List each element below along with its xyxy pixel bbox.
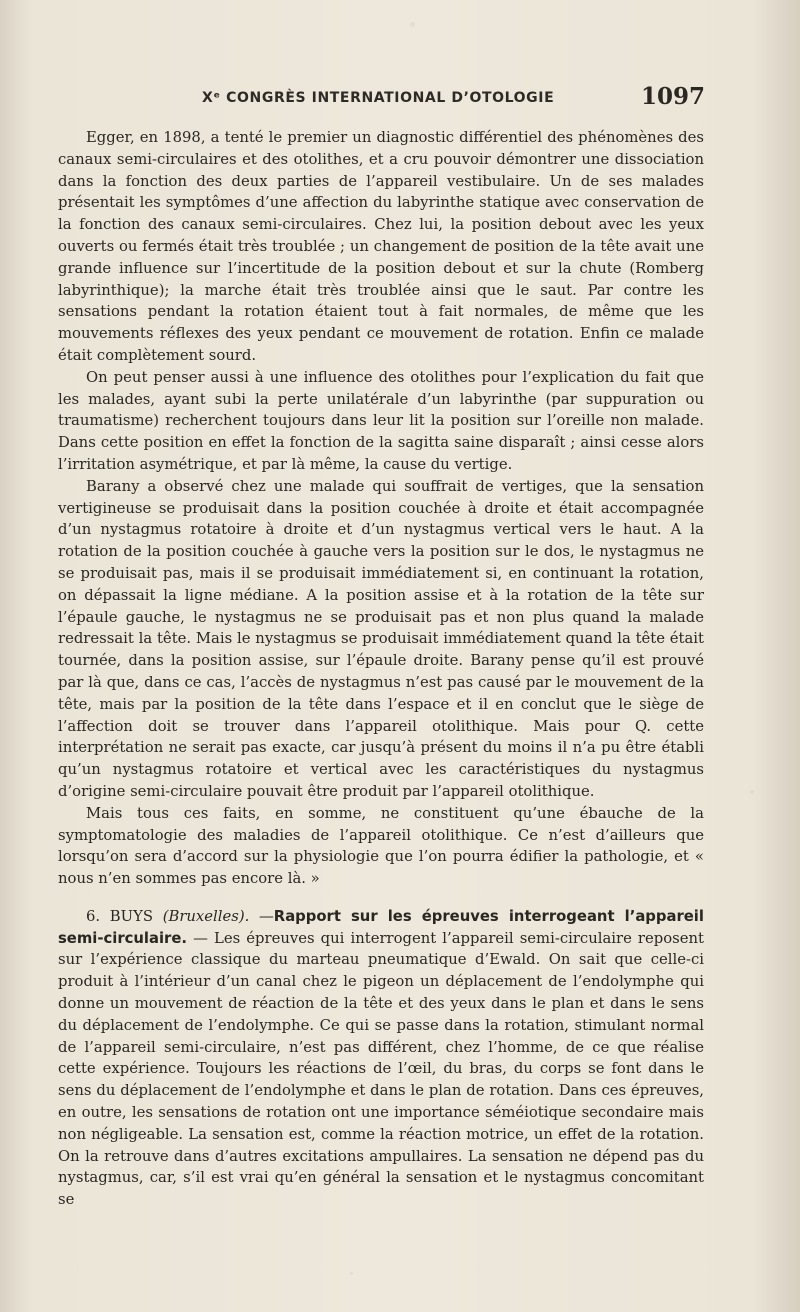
- paragraph-otolith-influence: On peut penser aussi à une influence des otolithes pour l’explication du fait que les malades, ayant subi la perte unilatérale d’un labyrinthe (par suppuration ou traumatisme) recherchent toujours dans leur lit la position sur l’oreille non malade. Dans cette position en effet la fonction de la sagitta saine disparaît ; ainsi cesse alors l’irritation asymétrique, et par là même, la cause du vertige.: [58, 368, 704, 473]
- paper-speck: [410, 22, 415, 27]
- page-number: 1097: [640, 83, 705, 110]
- section-title: Rapport sur les épreuves interrogeant l’appareil semi-circulaire.: [58, 907, 704, 947]
- paragraph-egger: Egger, en 1898, a tenté le premier un diagnostic différentiel des phénomènes des canaux semi-circulaires et des otolithes, et a cru pouvoir démontrer une dissociation dans la fonction des deux parties de l’appareil vestibulaire. Un de ses malades présentait les symptômes d’une affection du labyrinthe statique avec conservation de la fonction des canaux semi-circulaires. Chez lui, la position debout avec les yeux ouverts ou fermés était très troublée ; un changement de position de la tête avait une grande influence sur l’incertitude de la position debout et sur la chute (Romberg labyrinthique); la marche était très troublée ainsi que le saut. Par contre les sensations pendant la rotation étaient tout à fait normales, de même que les mouvements réflexes des yeux pendant ce mouvement de rotation. Enfin ce malade était complètement sourd.: [58, 129, 704, 364]
- page-header: [60, 82, 705, 118]
- paper-speck: [350, 1272, 353, 1275]
- section-location: (Bruxelles).: [162, 907, 250, 925]
- paragraph-conclusion: Mais tous ces faits, en somme, ne constituent qu’une ébauche de la symptomatologie des maladies de l’appareil otolithique. Ce n’est d’ailleurs que lorsqu’on sera d’accord sur la physiologie que l’on pourra édifier la pathologie, et « nous n’en sommes pas encore là. »: [58, 804, 704, 888]
- section-text: Les épreuves qui interrogent l’appareil semi-circulaire reposent sur l’expérience classique du marteau pneumatique d’Ewald. On sait que celle-ci produit à l’intérieur d’un canal chez le pigeon un déplacement de l’endolymphe qui donne un mouvement de réaction de la tête et des yeux dans le plan et dans le sens du déplacement de l’endolymphe. Ce qui se passe dans la rotation, stimulant normal de l’appareil semi-circulaire, n’est pas différent, chez l’homme, de ce que réalise cette expérience. Toujours les réactions de l’œil, du bras, du corps se font dans le sens du déplacement de l’endolymphe et dans le plan de rotation. Dans ces épreuves, en outre, les sensations de rotation ont une importance séméiotique secondaire mais non négligeable. La sensation est, comme la réaction motrice, un effet de la rotation. On la retrouve dans d’autres excitations ampullaires. La sensation ne dépend pas du nystagmus, car, s’il est vrai qu’en général la sensation et le nystagmus concomitant se: [58, 929, 704, 1209]
- section-spacer: [58, 890, 704, 906]
- section-author: BUYS: [109, 907, 154, 925]
- paragraph-barany-observation: Barany a observé chez une malade qui souffrait de vertiges, que la sensation vertigineuse se produisait dans la position couchée à droite et était accompagnée d’un nystagmus rotatoire à droite et d’un nystagmus vertical vers le haut. A la rotation de la position couchée à gauche vers la position sur le dos, le nystagmus ne se produisait pas, mais il se produisait immédiatement si, en continuant la rotation, on dépassait la ligne médiane. A la position assise et à la rotation de la tête sur l’épaule gauche, le nystagmus ne se produisait pas et non plus quand la malade redressait la tête. Mais le nystagmus se produisait immédiatement quand la tête était tournée, dans la position assise, sur l’épaule droite. Barany pense qu’il est prouvé par là que, dans ce cas, l’accès de nystagmus n’est pas causé par le mouvement de la tête, mais par la position de la tête dans l’espace et il en conclut que le siège de l’affection doit se trouver dans l’appareil otolithique. Mais pour Q. cette interprétation ne serait pas exacte, car jusqu’à présent du moins il n’a pu être établi qu’un nystagmus rotatoire et vertical avec les caractéristiques du nystagmus d’origine semi-circulaire pouvait être produit par l’appareil otolithique.: [58, 477, 704, 800]
- section-buys-report: [58, 906, 704, 1211]
- section-number: 6.: [86, 907, 101, 925]
- paper-speck: [750, 790, 754, 794]
- running-head: Xᵉ CONGRÈS INTERNATIONAL D’OTOLOGIE: [202, 90, 555, 106]
- document-body: [58, 127, 704, 1211]
- section-title-dash: —: [259, 907, 274, 925]
- section-text-dash: —: [193, 929, 208, 947]
